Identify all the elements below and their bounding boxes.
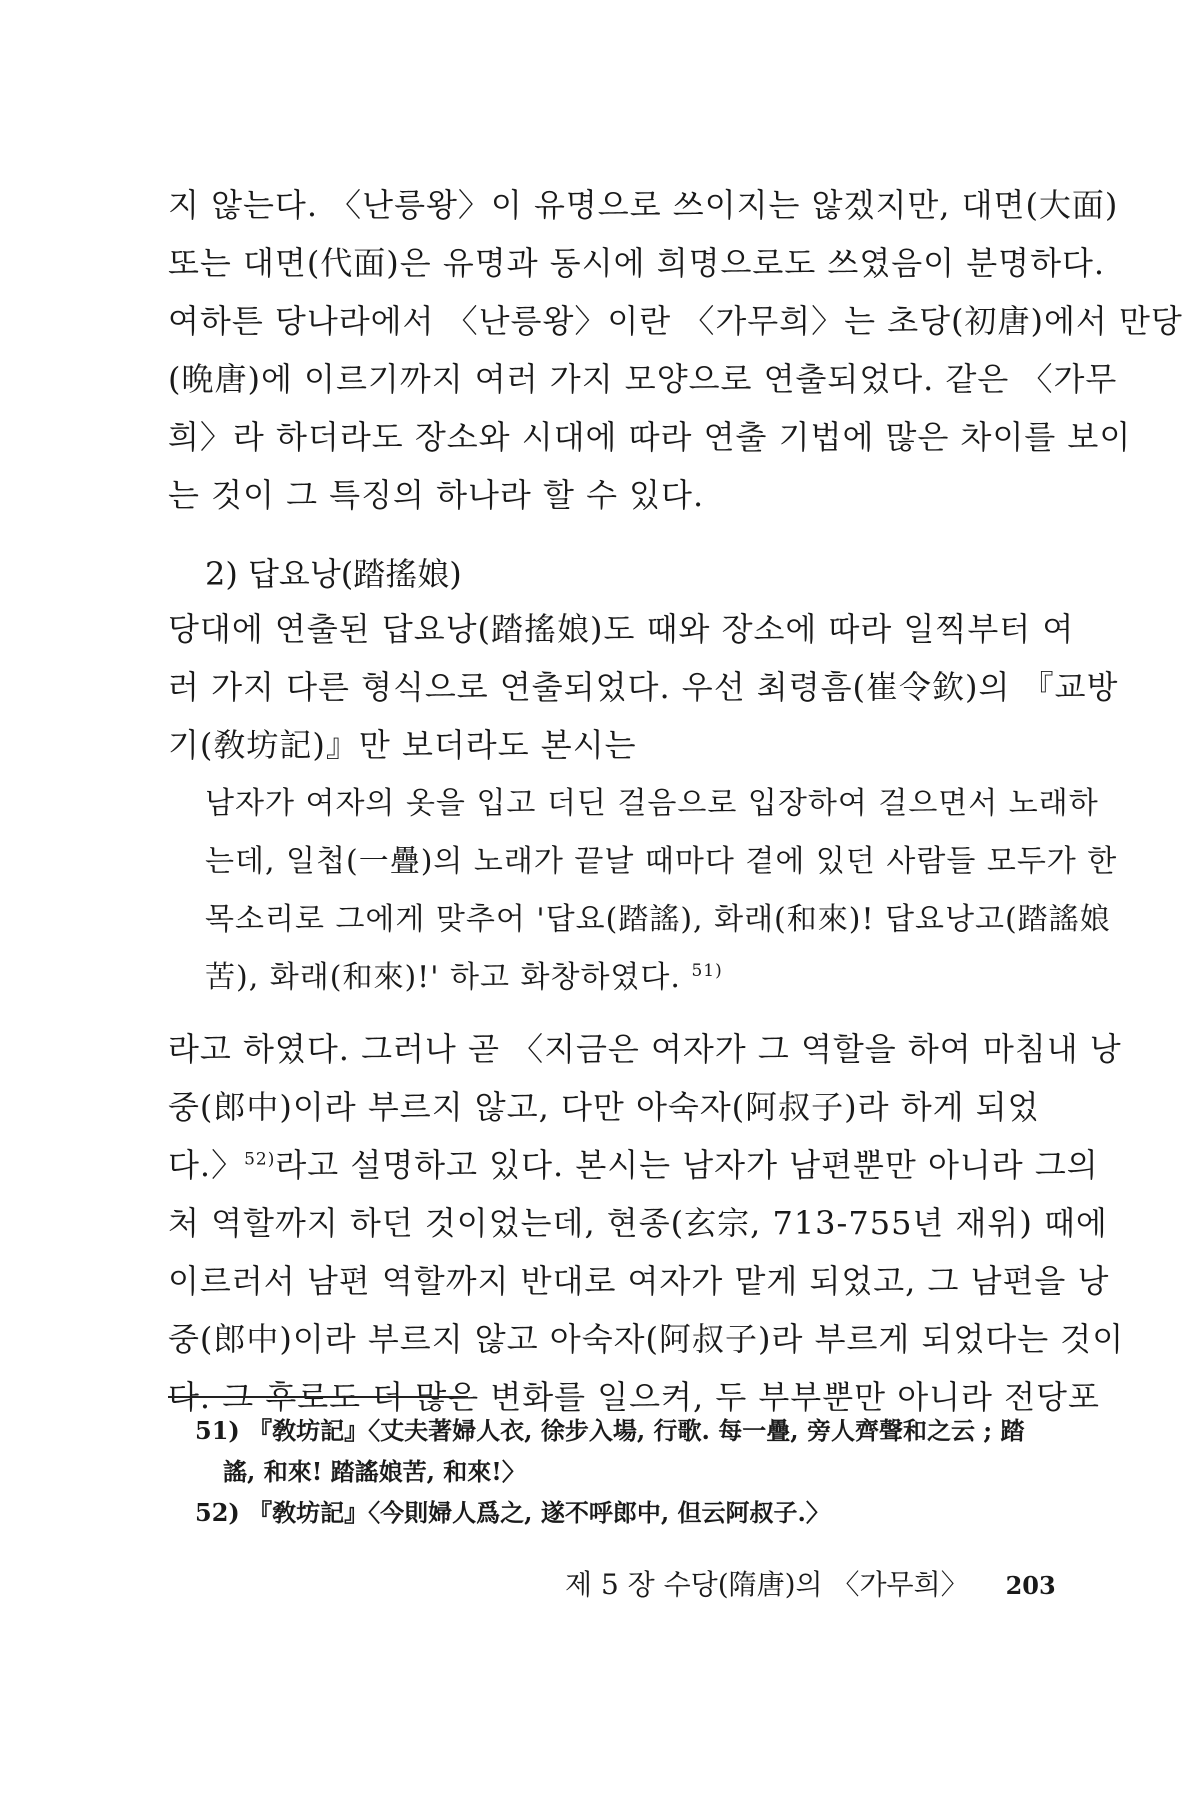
quote-line: 남자가 여자의 옷을 입고 더딘 걸음으로 입장하여 걸으면서 노래하 [205, 786, 1099, 821]
paragraph-tayaoniang [168, 600, 1119, 774]
text-line: 희〉라 하더라도 장소와 시대에 따라 연출 기법에 많은 차이를 보이 [168, 418, 1132, 456]
section-heading: 2) 답요낭(踏搖娘) [205, 555, 462, 593]
footnote-line: 51) 『敎坊記』〈丈夫著婦人衣, 徐步入場, 行歌. 每一疊, 旁人齊聲和之云 ; 踏 [195, 1416, 1025, 1445]
quote-line-text: 苦), 화래(和來)!' 하고 화창하였다. [205, 960, 681, 995]
text-line: 또는 대면(代面)은 유명과 동시에 희명으로도 쓰였음이 분명하다. [168, 244, 1106, 282]
footnote-line: 謠, 和來! 踏謠娘苦, 和來!〉 [223, 1457, 526, 1486]
footnote-ref-51[interactable]: 51) [691, 961, 723, 981]
text-line: 여하튼 당나라에서 〈난릉왕〉이란 〈가무희〉는 초당(初唐)에서 만당 [168, 302, 1183, 340]
quote-line: 목소리로 그에게 맞추어 '답요(踏謠), 화래(和來)! 답요낭고(踏謠娘 [205, 902, 1111, 937]
text-fragment: 다.〉 [168, 1146, 245, 1184]
footnote-divider [168, 1396, 468, 1398]
footnote-ref-52[interactable]: 52) [244, 1149, 276, 1170]
text-fragment: 라고 설명하고 있다. 본시는 남자가 남편뿐만 아니라 그의 [275, 1146, 1099, 1184]
text-line: 다. 그 후로도 더 많은 변화를 일으켜, 두 부부뿐만 아니라 전당포 [168, 1378, 1100, 1416]
text-line: 는 것이 그 특징의 하나라 할 수 있다. [168, 476, 705, 514]
text-line: 중(郎中)이라 부르지 않고, 다만 아숙자(阿叔子)라 하게 되었 [168, 1088, 1040, 1126]
footnote-51 [195, 1410, 1025, 1492]
footnotes [195, 1410, 1025, 1533]
paragraph-lanling-wang [168, 176, 1183, 524]
text-line: 처 역할까지 하던 것이었는데, 현종(玄宗, 713-755년 재위) 때에 [168, 1204, 1108, 1242]
text-line: 중(郎中)이라 부르지 않고 아숙자(阿叔子)라 부르게 되었다는 것이 [168, 1320, 1125, 1358]
text-line [168, 1136, 1099, 1194]
text-line: 러 가지 다른 형식으로 연출되었다. 우선 최령흠(崔令欽)의 『교방 [168, 668, 1119, 706]
quote-line [205, 949, 1020, 1007]
block-quote [205, 775, 1118, 1007]
text-line: 이르러서 남편 역할까지 반대로 여자가 맡게 되었고, 그 남편을 낭 [168, 1262, 1110, 1300]
footnote-line: 52) 『敎坊記』〈今則婦人爲之, 遂不呼郎中, 但云阿叔子.〉 [195, 1498, 830, 1527]
text-line: 기(敎坊記)』만 보더라도 본시는 [168, 726, 637, 764]
paragraph-explanation [168, 1020, 1125, 1426]
text-line: (晩唐)에 이르기까지 여러 가지 모양으로 연출되었다. 같은 〈가무 [168, 360, 1118, 398]
text-line: 당대에 연출된 답요낭(踏搖娘)도 때와 장소에 따라 일찍부터 여 [168, 610, 1075, 648]
text-line: 지 않는다. 〈난릉왕〉이 유명으로 쓰이지는 않겠지만, 대면(大面) [168, 186, 1119, 224]
page-number: 203 [1005, 1571, 1056, 1600]
chapter-title: 제 5 장 수당(隋唐)의 〈가무희〉 [565, 1568, 969, 1601]
text-line: 라고 하였다. 그러나 곧 〈지금은 여자가 그 역할을 하여 마침내 낭 [168, 1030, 1122, 1068]
quote-line: 는데, 일첩(一疊)의 노래가 끝날 때마다 곁에 있던 사람들 모두가 한 [205, 844, 1118, 879]
footnote-52 [195, 1492, 1025, 1533]
running-footer [565, 1565, 1056, 1606]
